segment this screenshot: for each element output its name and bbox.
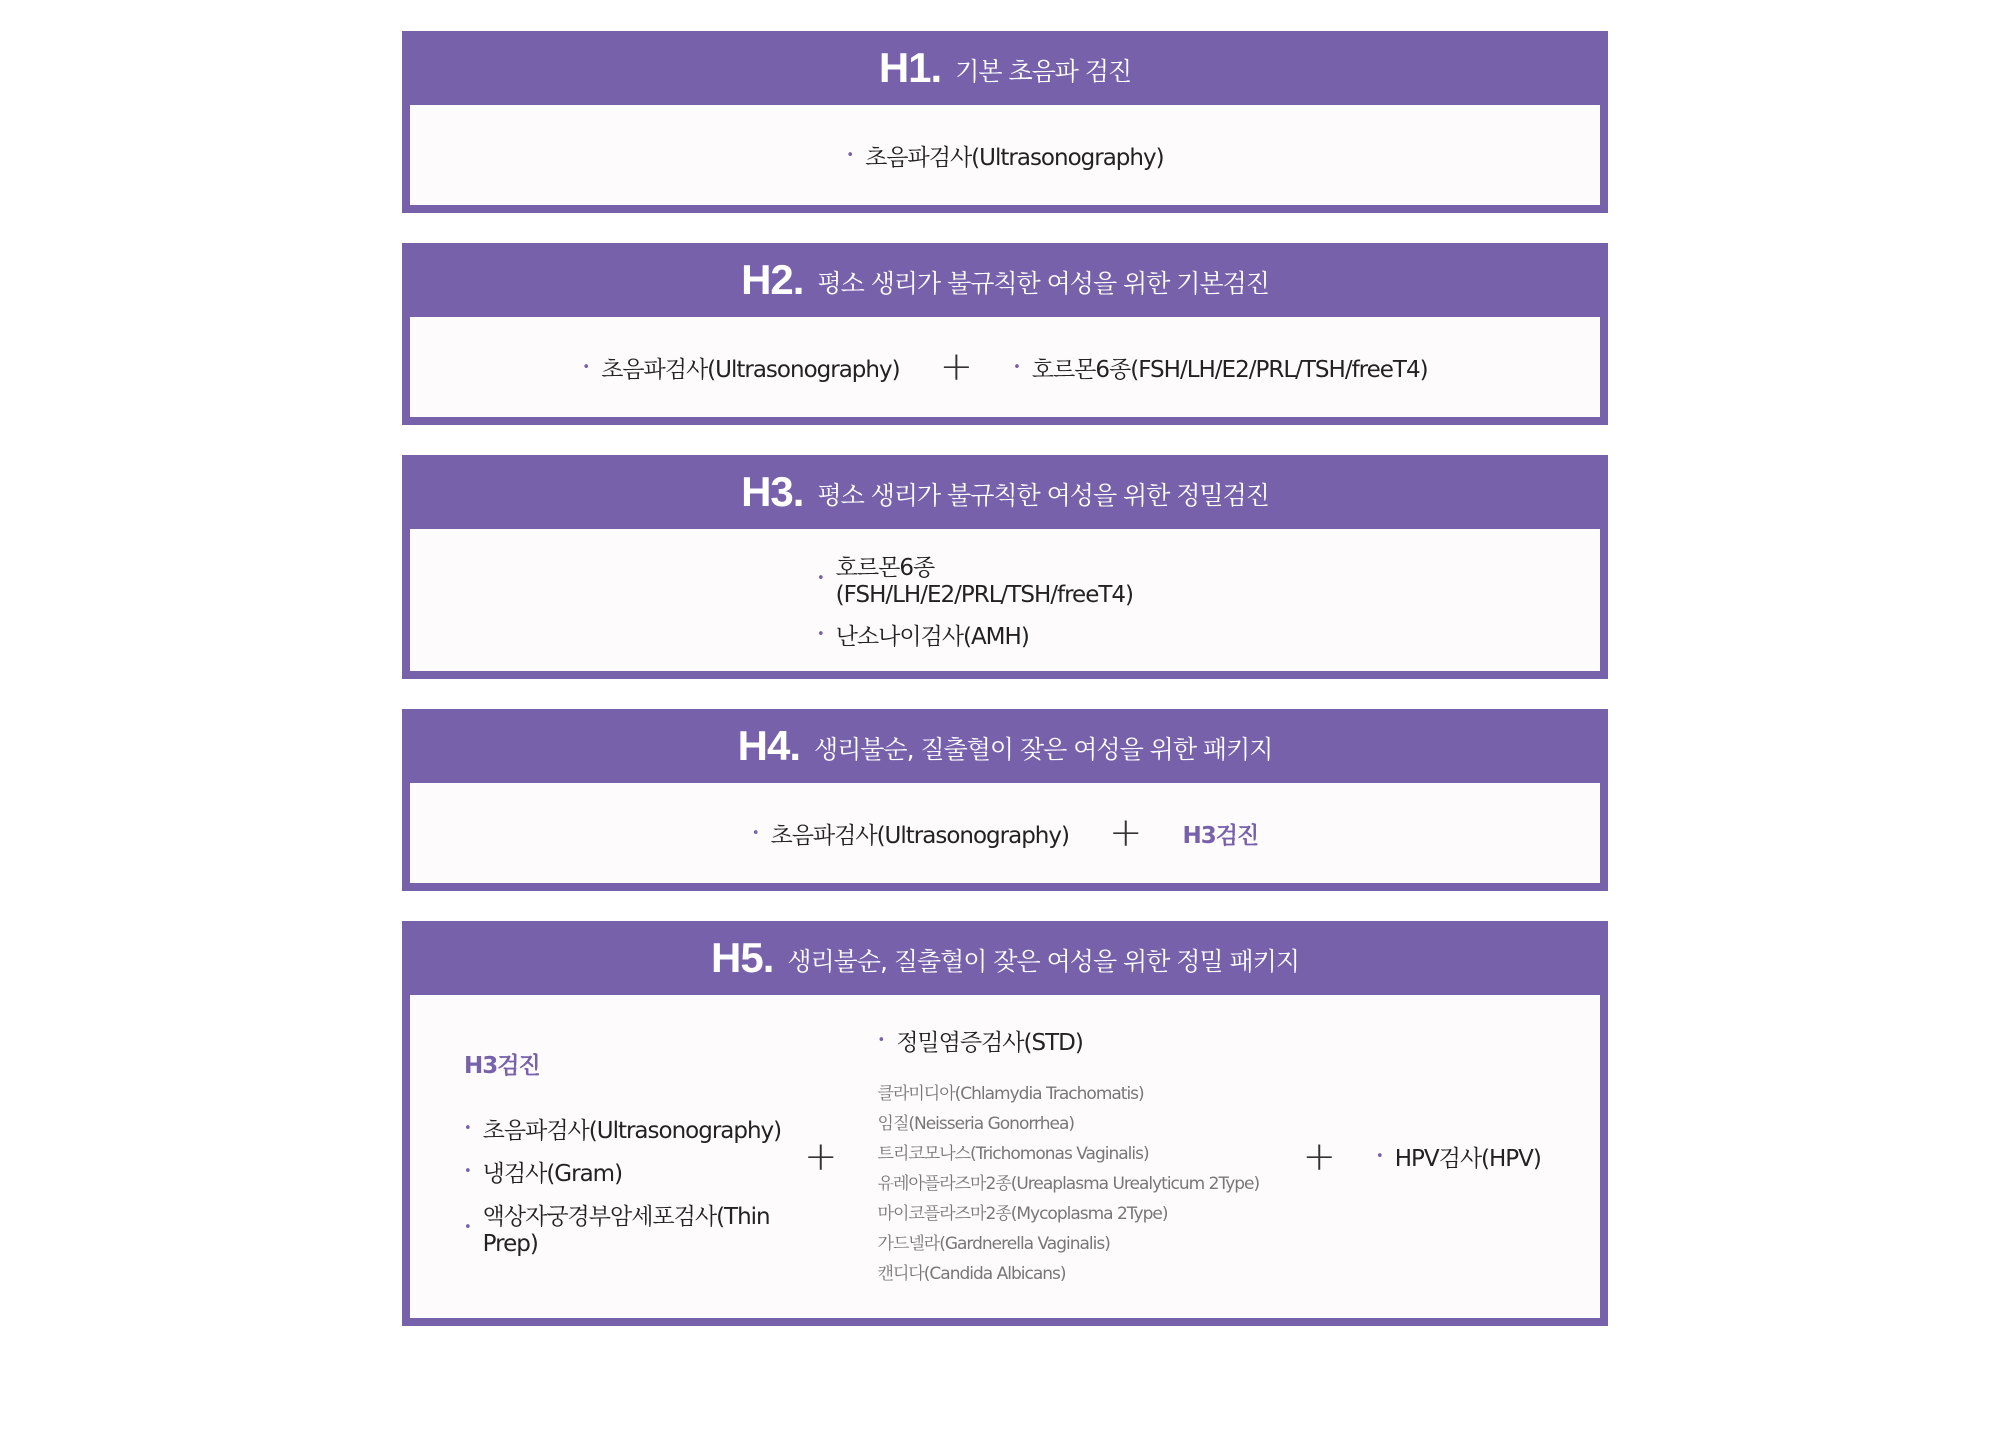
list-item xyxy=(464,1155,804,1188)
item-label: 냉검사(Gram) xyxy=(482,1160,623,1187)
list-item xyxy=(752,817,1069,850)
plus-icon: + xyxy=(939,344,974,390)
std-sub-item: 트리코모나스(Trichomonas Vaginalis) xyxy=(877,1144,1149,1164)
item-label: HPV검사(HPV) xyxy=(1394,1146,1541,1172)
package-code: H5. xyxy=(711,934,774,981)
package-h5 xyxy=(402,921,1608,1326)
bullet-icon: • xyxy=(1013,359,1020,375)
list-item xyxy=(1013,351,1428,384)
plus-icon: + xyxy=(804,1133,838,1180)
bullet-icon: • xyxy=(464,1219,471,1235)
std-sub-item: 캔디다(Candida Albicans) xyxy=(877,1264,1066,1284)
list-item xyxy=(817,618,1193,651)
list-item xyxy=(1376,1140,1541,1173)
package-h1 xyxy=(402,31,1608,213)
bullet-icon: • xyxy=(877,1033,885,1048)
package-code: H2. xyxy=(741,256,804,303)
bullet-icon: • xyxy=(464,1120,471,1136)
list-item xyxy=(464,1198,804,1257)
bullet-icon: • xyxy=(582,359,590,375)
std-sub-item: 임질(Neisseria Gonorrhea) xyxy=(877,1114,1075,1134)
list-item xyxy=(846,139,1163,172)
item-label: 호르몬6종(FSH/LH/E2/PRL/TSH/freeT4) xyxy=(835,555,1133,608)
package-header xyxy=(410,31,1600,105)
bullet-icon: • xyxy=(817,571,824,586)
item-label: 액상자궁경부암세포검사(Thin Prep) xyxy=(482,1203,770,1257)
package-header xyxy=(410,709,1600,783)
package-code: H3. xyxy=(741,468,804,515)
std-sub-item: 클라미디아(Chlamydia Trachomatis) xyxy=(877,1084,1144,1104)
package-h2 xyxy=(402,243,1608,425)
bullet-icon: • xyxy=(464,1163,471,1179)
h3-items-column xyxy=(464,1047,804,1267)
package-header xyxy=(410,921,1600,995)
bullet-icon: • xyxy=(846,147,854,163)
bullet-icon: • xyxy=(817,627,824,642)
list-item xyxy=(582,351,899,384)
package-title: 기본 초음파 검진 xyxy=(955,56,1132,86)
item-label: 정밀염증검사(STD) xyxy=(896,1030,1083,1056)
package-list xyxy=(402,31,1608,1356)
package-body xyxy=(410,995,1600,1318)
package-title: 생리불순, 질출혈이 잦은 여성을 위한 패키지 xyxy=(813,734,1273,764)
package-body xyxy=(410,105,1600,205)
package-code: H4. xyxy=(737,722,800,769)
list-item xyxy=(817,549,1193,608)
item-label: 호르몬6종(FSH/LH/E2/PRL/TSH/freeT4) xyxy=(1031,356,1428,383)
item-label: 초음파검사(Ultrasonography) xyxy=(601,356,900,383)
hpv-column xyxy=(1376,1140,1541,1173)
item-label: 초음파검사(Ultrasonography) xyxy=(865,144,1164,171)
package-title: 생리불순, 질출혈이 잦은 여성을 위한 정밀 패키지 xyxy=(787,946,1299,976)
package-title: 평소 생리가 불규칙한 여성을 위한 정밀검진 xyxy=(817,480,1269,510)
list-item xyxy=(464,1112,804,1145)
package-header xyxy=(410,243,1600,317)
item-label: 초음파검사(Ultrasonography) xyxy=(770,822,1069,849)
bullet-icon: • xyxy=(751,825,759,841)
package-h3 xyxy=(402,455,1608,679)
bullet-icon: • xyxy=(1376,1149,1383,1164)
package-body xyxy=(410,529,1600,671)
package-body xyxy=(410,783,1600,883)
package-header xyxy=(410,455,1600,529)
plus-icon: + xyxy=(1302,1133,1337,1180)
list-item xyxy=(878,1024,1273,1057)
std-sub-item: 마이코플라즈마2종(Mycoplasma 2Type) xyxy=(877,1204,1168,1224)
plus-icon: + xyxy=(1108,810,1143,856)
h3-package-link: H3검진 xyxy=(1182,822,1259,849)
std-sub-item: 가드넬라(Gardnerella Vaginalis) xyxy=(877,1234,1110,1254)
item-label: 난소나이검사(AMH) xyxy=(835,624,1029,650)
std-column xyxy=(878,1024,1273,1289)
package-title: 평소 생리가 불규칙한 여성을 위한 기본검진 xyxy=(817,268,1269,298)
package-body xyxy=(410,317,1600,417)
item-label: 초음파검사(Ultrasonography) xyxy=(482,1117,782,1144)
package-code: H1. xyxy=(878,44,942,91)
package-h4 xyxy=(402,709,1608,891)
std-sub-item: 유레아플라즈마2종(Ureaplasma Urealyticum 2Type) xyxy=(877,1174,1260,1194)
h3-package-link: H3검진 xyxy=(464,1052,540,1079)
